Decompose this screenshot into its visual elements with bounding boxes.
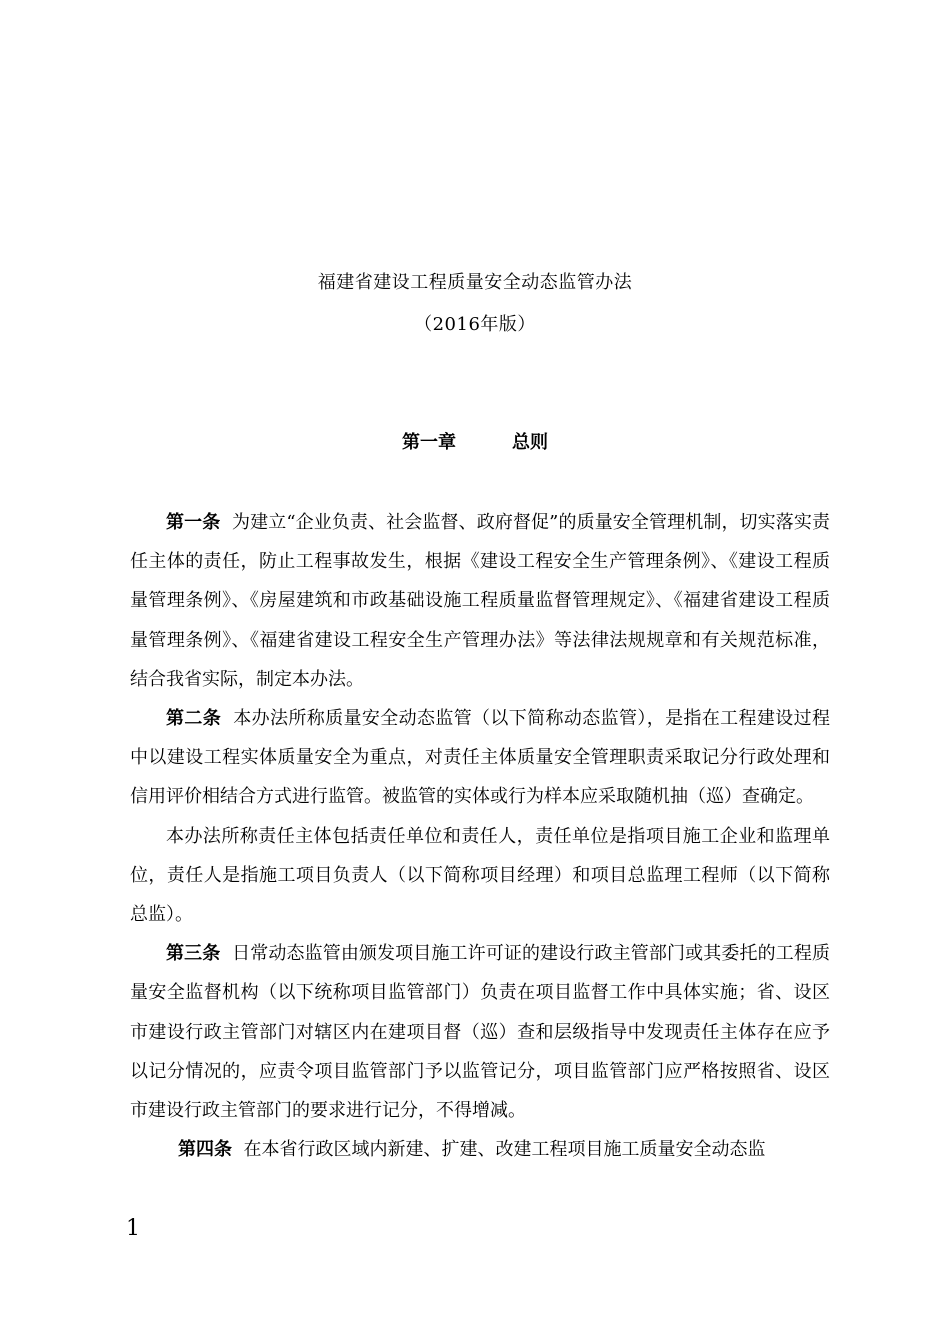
body-text [130, 503, 830, 1169]
chapter-heading [0, 428, 950, 454]
article-3 [130, 934, 830, 1130]
article-4 [130, 1130, 830, 1169]
article-label: 第二条 [166, 708, 222, 730]
article-1 [130, 503, 830, 699]
article-label: 第三条 [166, 943, 221, 965]
document-title: 福建省建设工程质量安全动态监管办法 [317, 272, 633, 293]
article-label: 第一条 [166, 512, 221, 533]
article-text: 在本省行政区域内新建、扩建、改建工程项目施工质量安全动态监 [243, 1139, 766, 1161]
article-2 [130, 699, 830, 817]
page-number: 1 [126, 1216, 140, 1241]
chapter-name: 总则 [512, 432, 548, 453]
article-text: 日常动态监管由颁发项目施工许可证的建设行政主管部门或其委托的工程质量安全监督机构（以下统称项目监管部门）负责在项目监督工作中具体实施；省、设区市建设行政主管部门对辖区内在建项目督（巡）查和层级指导中发现责任主体存在应予以记分情况的，应责令项目监管部门予以监管记分，项目监管部门应严格按照省、设区市建设行政主管部门的要求进行记分，不得增减。 [130, 943, 831, 1122]
document-subtitle: （2016年版） [414, 314, 536, 335]
article-label: 第四条 [178, 1139, 232, 1161]
article-text: 本办法所称责任主体包括责任单位和责任人，责任单位是指项目施工企业和监理单位，责任人是指施工项目负责人（以下简称项目经理）和项目总监理工程师（以下简称总监）。 [130, 825, 830, 926]
article-text: 本办法所称质量安全动态监管（以下简称动态监管），是指在工程建设过程中以建设工程实体质量安全为重点，对责任主体质量安全管理职责采取记分行政处理和信用评价相结合方式进行监管。被监管的实体或行为样本应采取随机抽（巡）查确定。 [130, 708, 831, 808]
article-text: 为建立“企业负责、社会监督、政府督促”的质量安全管理机制，切实落实责任主体的责任，防止工程事故发生，根据《建设工程安全生产管理条例》、《建设工程质量管理条例》、《房屋建筑和市政基础设施工程质量监督管理规定》、《福建省建设工程质量管理条例》、《福建省建设工程安全生产管理办法》等法律法规规章和有关规范标准，结合我省实际，制定本办法。 [130, 512, 830, 690]
chapter-number: 第一章 [402, 432, 456, 453]
article-2-paragraph-2 [130, 817, 830, 935]
